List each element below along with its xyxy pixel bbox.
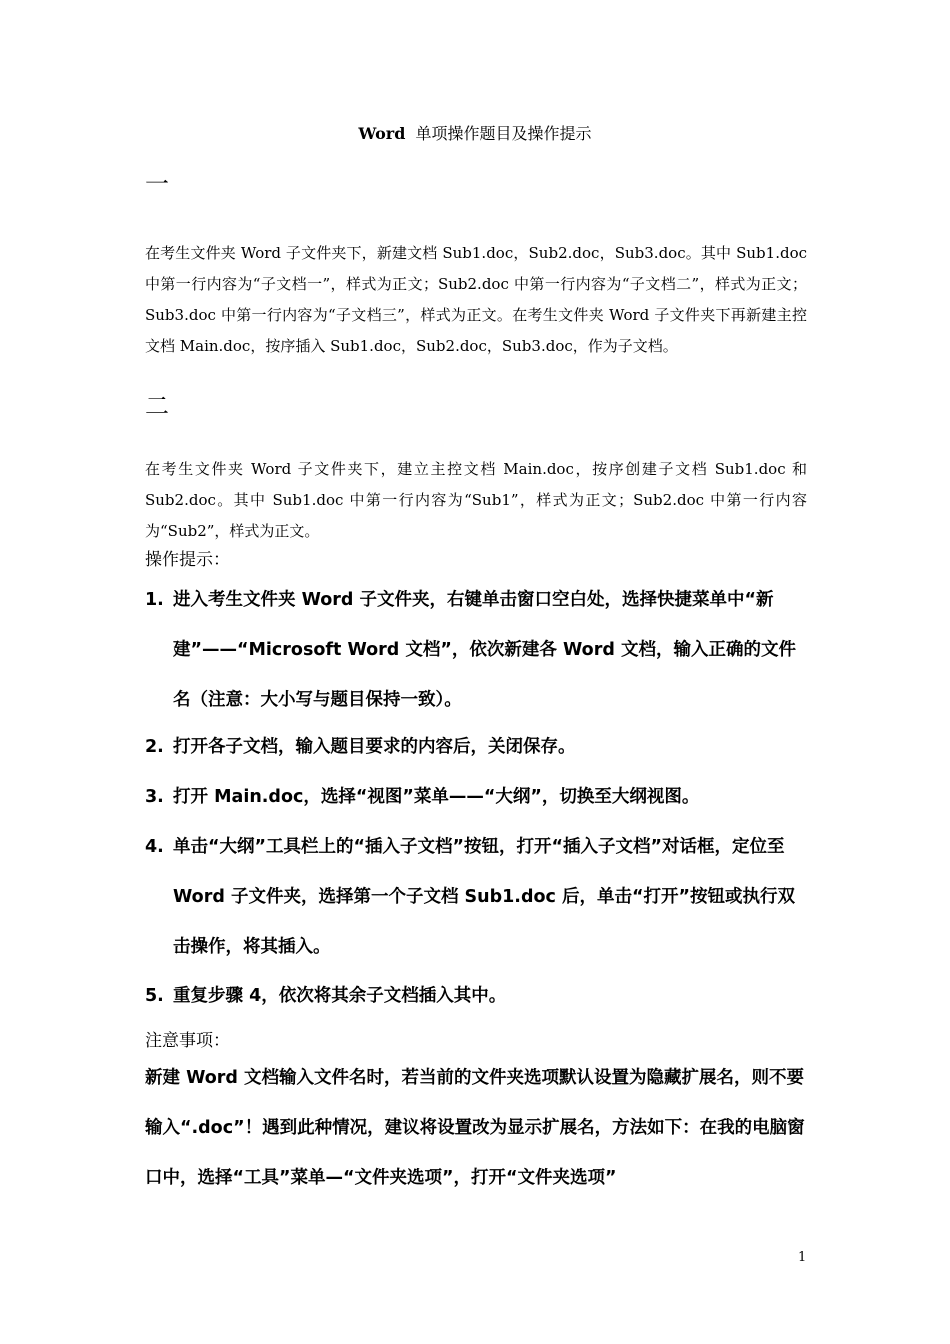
notes-label: 注意事项： (145, 1031, 230, 1051)
page-title (0, 121, 950, 144)
tips-label: 操作提示： (145, 550, 230, 570)
step-4-number: 4. (145, 837, 164, 857)
step-1-text: 进入考生文件夹 Word 子文件夹，右键单击窗口空白处，选择快捷菜单中“新建”——“Microsoft Word 文档”，依次新建各 Word 文档，输入正确的文件名（注意：大小写与题目保持一致）。 (173, 590, 796, 710)
step-3-text: 打开 Main.doc，选择“视图”菜单——“大纲”，切换至大纲视图。 (173, 787, 700, 807)
section-2-text: 在考生文件夹 Word 子文件夹下，建立主控文档 Main.doc，按序创建子文档 Sub1.doc 和 Sub2.doc。其中 Sub1.doc 中第一行内容为“Sub1”，样式为正文；Sub2.doc 中第一行内容为“Sub2”，样式为正文。 (145, 460, 807, 540)
section-1-text: 在考生文件夹 Word 子文件夹下，新建文档 Sub1.doc，Sub2.doc，Sub3.doc。其中 Sub1.doc 中第一行内容为“子文档一”，样式为正文；Sub2.doc 中第一行内容为“子文档二”，样式为正文；Sub3.doc 中第一行内容为“子文档三”，样式为正文。在考生文件夹 Word 子文件夹下再新建主控文档 Main.doc，按序插入 Sub1.doc，Sub2.doc，Sub3.doc，作为子文档。 (145, 244, 807, 355)
step-1 (145, 575, 810, 725)
step-4-text: 单击“大纲”工具栏上的“插入子文档”按钮，打开“插入子文档”对话框，定位至 Word 子文件夹，选择第一个子文档 Sub1.doc 后，单击“打开”按钮或执行双击操作，将其插入。 (173, 837, 795, 957)
step-3-number: 3. (145, 787, 164, 807)
notes-text: 新建 Word 文档输入文件名时，若当前的文件夹选项默认设置为隐藏扩展名，则不要输入“.doc”！遇到此种情况，建议将设置改为显示扩展名，方法如下：在我的电脑窗口中，选择“工具”菜单—“文件夹选项”，打开“文件夹选项” (145, 1068, 805, 1188)
step-3 (145, 772, 810, 822)
step-5-text: 重复步骤 4，依次将其余子文档插入其中。 (173, 986, 507, 1006)
step-5-number: 5. (145, 986, 164, 1006)
title-rest: 单项操作题目及操作提示 (415, 124, 592, 143)
step-1-number: 1. (145, 590, 164, 610)
step-4 (145, 822, 810, 972)
section-1-heading: 一 (145, 170, 169, 198)
title-word: Word (358, 124, 406, 143)
step-2 (145, 722, 810, 772)
page-number: 1 (798, 1250, 807, 1265)
section-2-heading: 二 (145, 392, 169, 420)
step-2-text: 打开各子文档，输入题目要求的内容后，关闭保存。 (173, 737, 576, 757)
step-2-number: 2. (145, 737, 164, 757)
step-5 (145, 971, 810, 1021)
